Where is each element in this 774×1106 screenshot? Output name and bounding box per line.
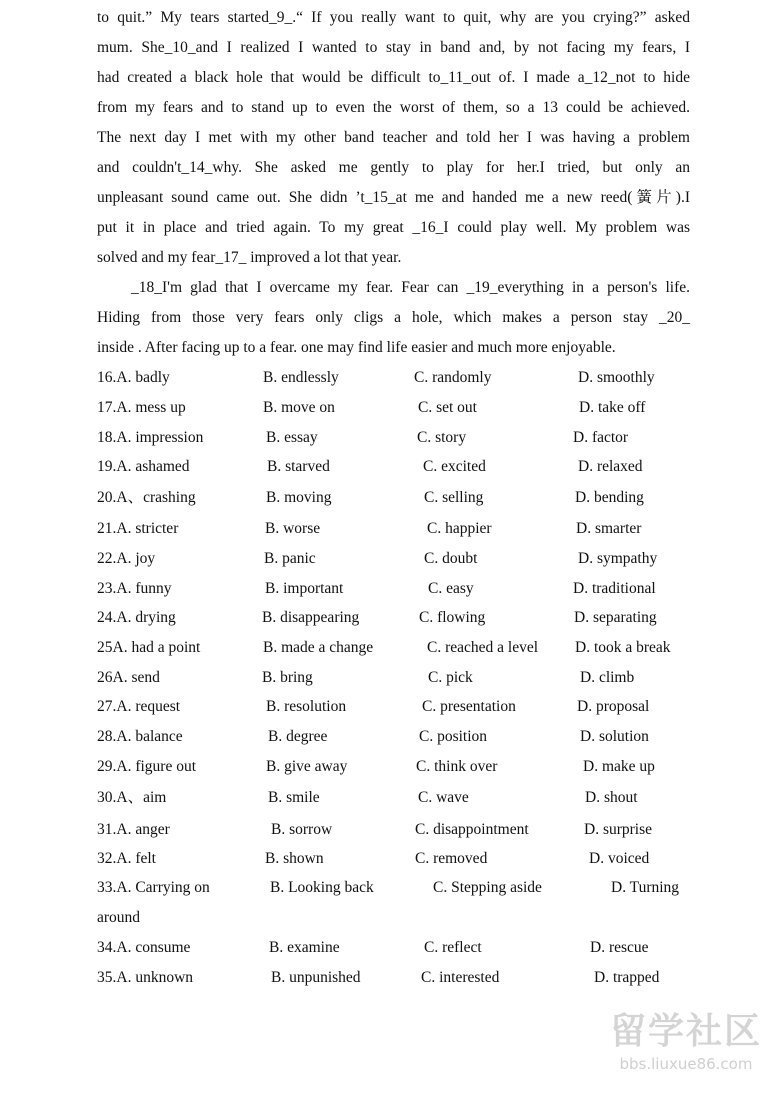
option-d: D. surprise <box>584 821 653 838</box>
question-row <box>97 752 697 782</box>
option-b: B. degree <box>268 728 328 745</box>
option-a: 34.A. consume <box>97 939 191 956</box>
option-d: D. solution <box>580 728 649 745</box>
option-b: B. important <box>265 580 344 597</box>
option-a: 27.A. request <box>97 698 181 715</box>
option-a: 21.A. stricter <box>97 520 179 537</box>
option-b: B. unpunished <box>271 969 361 986</box>
option-c: C. randomly <box>414 369 492 386</box>
option-b: B. worse <box>265 520 321 537</box>
option-c: C. story <box>417 429 467 446</box>
option-c: C. set out <box>418 399 477 416</box>
option-b: B. bring <box>262 669 313 686</box>
option-a: 24.A. drying <box>97 609 176 626</box>
option-c: C. wave <box>418 789 469 806</box>
option-b: B. smile <box>268 789 320 806</box>
passage-line: _18_I'm glad that I overcame my fear. Fear can _19_everything in a person's life. <box>131 279 690 296</box>
question-row <box>97 483 697 513</box>
option-d: D. shout <box>585 789 638 806</box>
option-d: D. sympathy <box>578 550 658 567</box>
option-d: D. relaxed <box>578 458 643 475</box>
passage-line: Hiding from those very fears only cligs a hole, which makes a person stay _20_ <box>97 309 690 326</box>
option-a: 35.A. unknown <box>97 969 194 986</box>
passage-line: inside . After facing up to a fear. one may find life easier and much more enjoyable. <box>97 339 616 356</box>
option-a: 19.A. ashamed <box>97 458 190 475</box>
option-c: C. easy <box>428 580 474 597</box>
option-a: 32.A. felt <box>97 850 156 867</box>
passage-line: to quit.” My tears started_9_.“ If you really want to quit, why are you crying?” asked <box>97 9 690 26</box>
passage-paragraph-2 <box>97 273 690 363</box>
option-b: B. move on <box>263 399 335 416</box>
option-b: B. disappearing <box>262 609 360 626</box>
option-c: C. pick <box>428 669 473 686</box>
option-d: D. take off <box>579 399 646 416</box>
option-d: D. trapped <box>594 969 660 986</box>
option-c: C. reflect <box>424 939 482 956</box>
option-a: 20.A、crashing <box>97 489 196 506</box>
option-b: B. starved <box>267 458 330 475</box>
option-a: 33.A. Carrying on <box>97 879 210 896</box>
option-a: 18.A. impression <box>97 429 204 446</box>
passage-line: from my fears and to stand up to even the worst of them, so a 13 could be achieved. <box>97 99 690 116</box>
passage-line: mum. She_10_and I realized I wanted to stay in band and, by not facing my fears, I <box>97 39 690 56</box>
option-d: D. smoothly <box>578 369 655 386</box>
option-a: 23.A. funny <box>97 580 172 597</box>
question-row <box>97 514 697 544</box>
question-row <box>97 722 697 752</box>
question-row <box>97 363 697 393</box>
question-row <box>97 603 697 633</box>
option-b: B. shown <box>265 850 324 867</box>
option-a: 25A. had a point <box>97 639 201 656</box>
watermark-url: bbs.liuxue86.com <box>619 1055 753 1073</box>
option-b: B. moving <box>266 489 332 506</box>
question-row <box>97 574 697 604</box>
option-c: C. reached a level <box>427 639 539 656</box>
option-b: B. sorrow <box>271 821 333 838</box>
option-a: 30.A、aim <box>97 789 167 806</box>
question-row <box>97 452 697 482</box>
option-c: C. Stepping aside <box>433 879 542 896</box>
option-c: C. think over <box>416 758 498 775</box>
question-row <box>97 844 697 874</box>
option-a: 22.A. joy <box>97 550 156 567</box>
option-d: D. bending <box>575 489 644 506</box>
option-b: B. Looking back <box>270 879 374 896</box>
passage-line: had created a black hole that would be difficult to_11_out of. I made a_12_not to hide <box>97 69 690 86</box>
question-row <box>97 393 697 423</box>
question-row <box>97 933 697 963</box>
option-a: 17.A. mess up <box>97 399 186 416</box>
passage-line: The next day I met with my other band teacher and told her I was having a problem <box>97 129 690 146</box>
site-watermark <box>606 1010 766 1100</box>
option-c: C. presentation <box>422 698 516 715</box>
option-b: B. examine <box>269 939 340 956</box>
option-d: D. traditional <box>573 580 656 597</box>
option-d: D. proposal <box>577 698 650 715</box>
option-c: C. position <box>419 728 488 745</box>
option-d: D. Turning <box>611 879 680 896</box>
question-row <box>97 873 697 903</box>
option-b: B. endlessly <box>263 369 339 386</box>
passage-paragraph-1 <box>97 3 690 273</box>
option-d: D. rescue <box>590 939 649 956</box>
question-row <box>97 663 697 693</box>
option-d: D. took a break <box>575 639 671 656</box>
passage-line: unpleasant sound came out. She didn ’t_15_at me and handed me a new reed(簧片).I <box>97 189 690 206</box>
option-c: C. removed <box>415 850 488 867</box>
option-a: 16.A. badly <box>97 369 170 386</box>
option-c: C. doubt <box>424 550 478 567</box>
question-row <box>97 815 697 845</box>
option-b: B. give away <box>266 758 348 775</box>
question-row <box>97 423 697 453</box>
passage-line: and couldn't_14_why. She asked me gently to play for her.I tried, but only an <box>97 159 690 176</box>
question-row <box>97 692 697 722</box>
option-c: C. interested <box>421 969 500 986</box>
watermark-logo: 留学社区 <box>609 1011 762 1052</box>
option-a: 29.A. figure out <box>97 758 197 775</box>
option-c: C. selling <box>424 489 484 506</box>
question-row-continuation <box>97 903 697 933</box>
passage-line: solved and my fear_17_ improved a lot that year. <box>97 249 402 266</box>
question-row <box>97 963 697 993</box>
option-b: B. essay <box>266 429 318 446</box>
option-d-continuation: around <box>97 909 141 926</box>
option-b: B. made a change <box>263 639 374 656</box>
option-b: B. resolution <box>266 698 347 715</box>
option-b: B. panic <box>264 550 316 567</box>
question-row <box>97 783 697 813</box>
question-row <box>97 633 697 663</box>
option-c: C. flowing <box>419 609 486 626</box>
option-a: 28.A. balance <box>97 728 183 745</box>
option-c: C. happier <box>427 520 492 537</box>
option-d: D. separating <box>574 609 657 626</box>
option-d: D. make up <box>583 758 655 775</box>
question-row <box>97 544 697 574</box>
option-c: C. excited <box>423 458 486 475</box>
option-a: 31.A. anger <box>97 821 170 838</box>
option-d: D. smarter <box>576 520 642 537</box>
passage-line: put it in place and tried again. To my great _16_I could play well. My problem was <box>97 219 690 236</box>
option-c: C. disappointment <box>415 821 529 838</box>
option-d: D. factor <box>573 429 629 446</box>
option-d: D. voiced <box>589 850 650 867</box>
option-a: 26A. send <box>97 669 160 686</box>
option-d: D. climb <box>580 669 635 686</box>
